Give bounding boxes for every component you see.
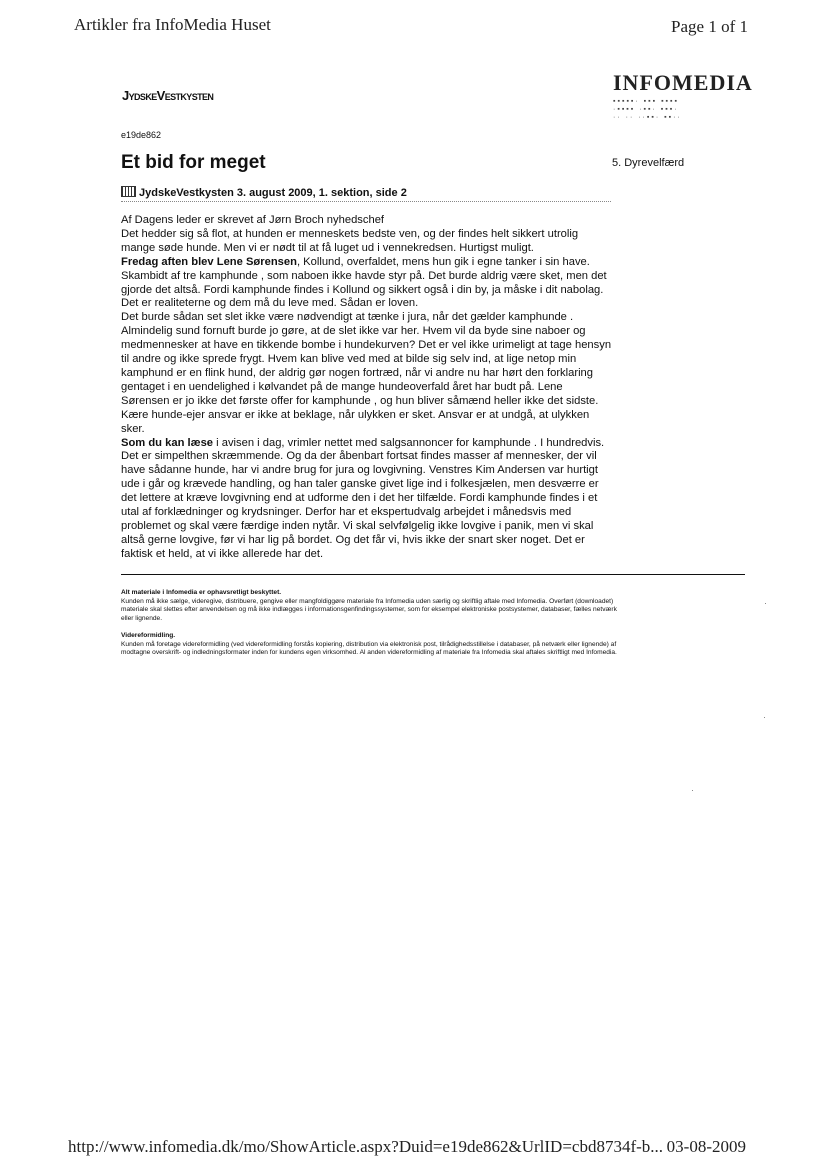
article-source-line [121, 186, 611, 202]
newspaper-icon [121, 186, 136, 197]
jydskevestkysten-logo: JydskeVestkysten [122, 88, 214, 103]
copyright-text: Kunden må ikke sælge, videregive, distribuere, gengive eller mangfoldiggøre materiale fra Infomedia uden særlig og skriftlig aftale med Infomedia. Overført (downloadet) materiale skal slettes efter anvendelsen og må ikke indlægges i informationsgenfindingssystemer, som for eksempel elektroniske postsystemer, databaser, fælles netværk eller lignende. [121, 597, 617, 623]
section-divider [121, 574, 745, 575]
article-section: 5. Dyrevelfærd [612, 157, 685, 169]
copyright-notice [121, 589, 621, 666]
print-header-page-number: Page 1 of 1 [671, 17, 748, 36]
copyright-heading: Alt materiale i Infomedia er ophavsretligt beskyttet. [121, 589, 282, 596]
scan-speck [765, 603, 766, 604]
document-id: e19de862 [121, 130, 162, 140]
infomedia-logo [613, 70, 753, 122]
infomedia-logo-dots: ▪▪▪▪▪· ▪▪▪ ▪▪▪▪ ·▪▪▪▪ ·▪▪· ▪▪▪· ·· ·· ··▪▪· ▪▪·· [613, 98, 682, 121]
paragraph-4-text: i avisen i dag, vrimler nettet med salgsannoncer for kamphunde . I hundredvis. Det er simpelthen skræmmende. Og da der åbenbart fortsat findes masser af mennesker, der vil have sådanne hunde, har vi andre brug for jura og lovgivning. Venstres Kim Andersen var hurtigt ude i går og krævede handling, og han taler ganske givet lige ind i folkesjælen, men desværre er det lettere at kræve lovgivning end at udforme den i det her tilfælde. Fordi kamphunde findes i et utal af forklædninger og krydsninger. Derfor har et ekspertudvalg arbejdet i månedsvis med problemet og skal være færdige inden nytår. Vi skal selvfølgelig ikke lovgive i panik, men vi skal altså gerne lovgive, før vi har lig på bordet. Og det får vi, hvis ikke der snart sker noget. Det er faktisk et held, at vi ikke allerede har det. [121, 436, 605, 560]
article-paragraph-1: Det hedder sig så flot, at hunden er menneskets bedste ven, og der findes helt sikkert utrolig mange søde hunde. Men vi er nødt til at få luget ud i vennekredsen. Hurtigst muligt. [121, 227, 579, 254]
paragraph-2-lead: Fredag aften blev Lene Sørensen [121, 255, 297, 268]
print-header-title: Artikler fra InfoMedia Huset [74, 15, 271, 34]
paragraph-4-lead: Som du kan læse [121, 436, 214, 449]
scan-speck [764, 717, 765, 718]
article-body [121, 214, 614, 562]
scan-speck [692, 790, 693, 791]
article-paragraph-4 [121, 437, 614, 562]
print-footer-url: http://www.infomedia.dk/mo/ShowArticle.aspx?Duid=e19de862&UrlID=cbd8734f-b... [68, 1137, 664, 1156]
redistribution-text: Kunden må foretage videreformidling (ved videreformidling forstås kopiering, distribution via elektronisk post, tilrådighedsstillelse i databaser, på netværk eller lignende) af modtagne overskrift- og indledningsformater inden for kundens egen virksomhed. Al anden videreformidling af materiale fra Infomedia skal aftales skriftligt med Infomedia. [121, 640, 617, 657]
paragraph-2-text: , Kollund, overfaldet, mens hun gik i egne tanker i sin have. Skambidt af tre kamphunde , som naboen ikke havde styr på. Det burde aldrig være sket, men det gjorde det altså. Fordi kamphunde findes i Kollund og sikkert også i din by, ja måske i dit nabolag. Det er realiteterne og dem må du leve med. Sådan er loven. [121, 255, 607, 310]
article-title: Et bid for meget [121, 152, 266, 173]
article-paragraph-3: Det burde sådan set slet ikke være nødvendigt at tænke i jura, når det gælder kamphunde . Almindelig sund fornuft burde jo gøre, at de slet ikke var her. Hvem vil da byde sine naboer og medmennesker at have en tikkende bombe i hundekurven? Det er vel ikke urimeligt at tage hensyn til andre og ikke sprede frygt. Hvem kan blive ved med at bilde sig selv ind, at lige netop min kamphund er en flink hund, der aldrig gør nogen fortræd, når vi andre nu har hørt den forklaring gentaget i en uendelighed i kølvandet på de mange hundeoverfald året har budt på. Lene Sørensen er jo ikke det første offer for kamphunde , og hun bliver såmænd heller ikke det sidste. Kære hunde-ejer ansvar er ikke at beklage, når ulykken er sket. Ansvar er at undgå, at ulykken sker. [121, 311, 612, 435]
article-paragraph-2 [121, 256, 614, 312]
infomedia-logo-text: INFOMEDIA [613, 70, 753, 95]
article-source-text: JydskeVestkysten 3. august 2009, 1. sektion, side 2 [139, 187, 407, 199]
redistribution-heading: Videreformidling. [121, 631, 176, 639]
article-byline: Af Dagens leder er skrevet af Jørn Broch nyhedschef [121, 214, 385, 226]
print-footer-date: 03-08-2009 [666, 1137, 746, 1156]
